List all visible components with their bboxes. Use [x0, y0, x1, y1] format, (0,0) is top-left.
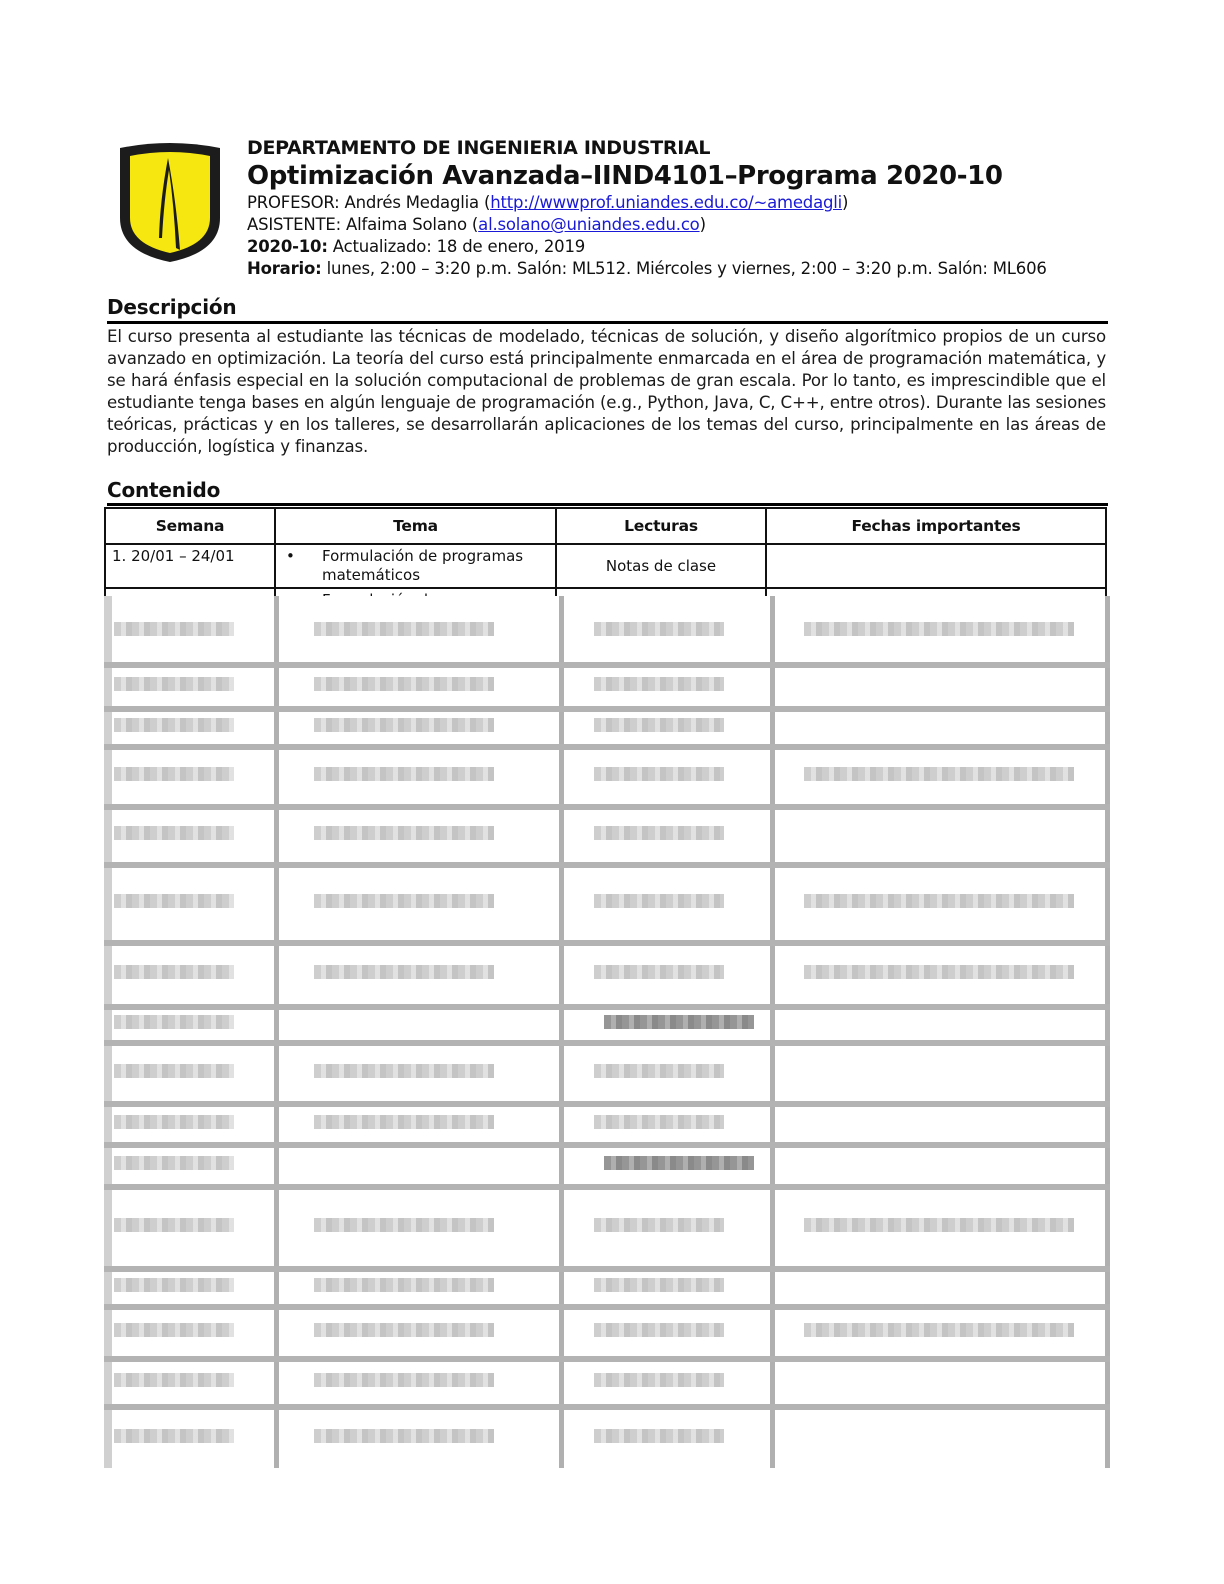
professor-link[interactable]: http://wwwprof.uniandes.edu.co/~amedagli — [490, 193, 843, 212]
obscured-text — [594, 826, 724, 840]
obscured-text — [314, 718, 494, 732]
obscured-text — [114, 1156, 234, 1170]
obscured-text — [114, 1429, 234, 1443]
obscured-row-divider — [104, 1266, 1110, 1272]
obscured-text — [314, 677, 494, 691]
obscured-text — [114, 1115, 234, 1129]
obscured-row-divider — [104, 1004, 1110, 1010]
lecturas-cell: Notas de clase — [556, 544, 766, 588]
obscured-table-region — [104, 596, 1110, 1468]
obscured-text — [114, 1278, 234, 1292]
obscured-text — [594, 767, 724, 781]
course-title: Optimización Avanzada–IIND4101–Programa 2020-10 — [247, 161, 1003, 191]
university-shield-logo — [116, 140, 224, 264]
obscured-left-edge — [104, 596, 112, 1468]
assistant-email-link[interactable]: al.solano@uniandes.edu.co — [478, 215, 700, 234]
obscured-text — [594, 1218, 724, 1232]
obscured-text — [314, 1218, 494, 1232]
obscured-row-divider — [104, 706, 1110, 712]
obscured-text — [314, 894, 494, 908]
obscured-row-divider — [104, 1304, 1110, 1310]
obscured-text — [594, 1278, 724, 1292]
obscured-text — [114, 1373, 234, 1387]
obscured-text — [804, 1218, 1074, 1232]
semana-cell: 1. 20/01 – 24/01 — [105, 544, 275, 588]
schedule-line: Horario: lunes, 2:00 – 3:20 p.m. Salón: ML512. Miércoles y viernes, 2:00 – 3:20 p.m. Salón: ML606 — [247, 259, 1047, 278]
obscured-text — [604, 1015, 754, 1029]
obscured-text — [314, 1323, 494, 1337]
obscured-row-divider — [104, 804, 1110, 810]
bullet-icon: • — [286, 547, 295, 565]
obscured-text — [314, 767, 494, 781]
fechas-cell — [766, 544, 1106, 588]
obscured-text — [594, 718, 724, 732]
obscured-text — [594, 965, 724, 979]
obscured-row-divider — [104, 1142, 1110, 1148]
obscured-text — [314, 1373, 494, 1387]
obscured-text — [114, 677, 234, 691]
obscured-row-divider — [104, 1101, 1110, 1107]
description-heading: Descripción — [107, 295, 237, 319]
obscured-text — [114, 1015, 234, 1029]
obscured-row-divider — [104, 1040, 1110, 1046]
obscured-text — [594, 1323, 724, 1337]
obscured-text — [314, 826, 494, 840]
obscured-text — [804, 965, 1074, 979]
obscured-text — [594, 622, 724, 636]
obscured-text — [314, 1115, 494, 1129]
assistant-line: ASISTENTE: Alfaima Solano (al.solano@uniandes.edu.co) — [247, 215, 706, 234]
tema-cell: • Formulación de programas matemáticos — [275, 544, 556, 588]
document-header — [247, 136, 1147, 280]
obscured-text — [314, 1064, 494, 1078]
table-row — [105, 544, 1106, 588]
obscured-text — [804, 622, 1074, 636]
obscured-text — [114, 767, 234, 781]
obscured-row-divider — [104, 1184, 1110, 1190]
obscured-text — [114, 622, 234, 636]
obscured-text — [594, 1064, 724, 1078]
updated-line: 2020-10: Actualizado: 18 de enero, 2019 — [247, 237, 586, 256]
obscured-text — [314, 965, 494, 979]
obscured-row-divider — [104, 1404, 1110, 1410]
column-header-tema: Tema — [275, 508, 556, 544]
obscured-column-divider — [274, 596, 279, 1468]
column-header-fechas: Fechas importantes — [766, 508, 1106, 544]
obscured-text — [114, 718, 234, 732]
description-body: El curso presenta al estudiante las técnicas de modelado, técnicas de solución, y diseño algorítmico propios de un curso avanzado en optimización. La teoría del curso está principalmente enmarcada en el área de programación matemática, y se hará énfasis especial en la solución computacional de problemas de gran escala. Por lo tanto, es imprescindible que el estudiante tenga bases en algún lenguaje de programación (e.g., Python, Java, C, C++, entre otros). Durante las sesiones teóricas, prácticas y en los talleres, se desarrollarán aplicaciones de los temas del curso, principalmente en las áreas de producción, logística y finanzas. — [107, 327, 1106, 456]
obscured-text — [604, 1156, 754, 1170]
obscured-text — [594, 677, 724, 691]
content-heading: Contenido — [107, 478, 221, 502]
obscured-row-divider — [104, 662, 1110, 668]
table-header-row — [105, 508, 1106, 544]
obscured-text — [114, 965, 234, 979]
obscured-column-divider — [770, 596, 775, 1468]
obscured-text — [114, 826, 234, 840]
obscured-row-divider — [104, 862, 1110, 868]
obscured-text — [804, 767, 1074, 781]
obscured-text — [594, 1429, 724, 1443]
description-rule — [107, 321, 1108, 324]
obscured-row-divider — [104, 744, 1110, 750]
obscured-row-divider — [104, 1356, 1110, 1362]
column-header-semana: Semana — [105, 508, 275, 544]
department-name: DEPARTAMENTO DE INGENIERIA INDUSTRIAL — [247, 137, 711, 159]
obscured-text — [804, 894, 1074, 908]
obscured-row-divider — [104, 940, 1110, 946]
obscured-text — [594, 894, 724, 908]
obscured-text — [804, 1323, 1074, 1337]
professor-line: PROFESOR: Andrés Medaglia (http://wwwprof.uniandes.edu.co/~amedagli) — [247, 193, 849, 212]
obscured-text — [114, 1323, 234, 1337]
obscured-text — [314, 622, 494, 636]
obscured-text — [114, 1218, 234, 1232]
obscured-text — [114, 894, 234, 908]
column-header-lecturas: Lecturas — [556, 508, 766, 544]
obscured-text — [314, 1429, 494, 1443]
obscured-text — [314, 1278, 494, 1292]
obscured-text — [114, 1064, 234, 1078]
obscured-column-divider — [1105, 596, 1110, 1468]
content-rule — [107, 503, 1108, 506]
obscured-text — [594, 1373, 724, 1387]
obscured-column-divider — [559, 596, 564, 1468]
obscured-text — [594, 1115, 724, 1129]
